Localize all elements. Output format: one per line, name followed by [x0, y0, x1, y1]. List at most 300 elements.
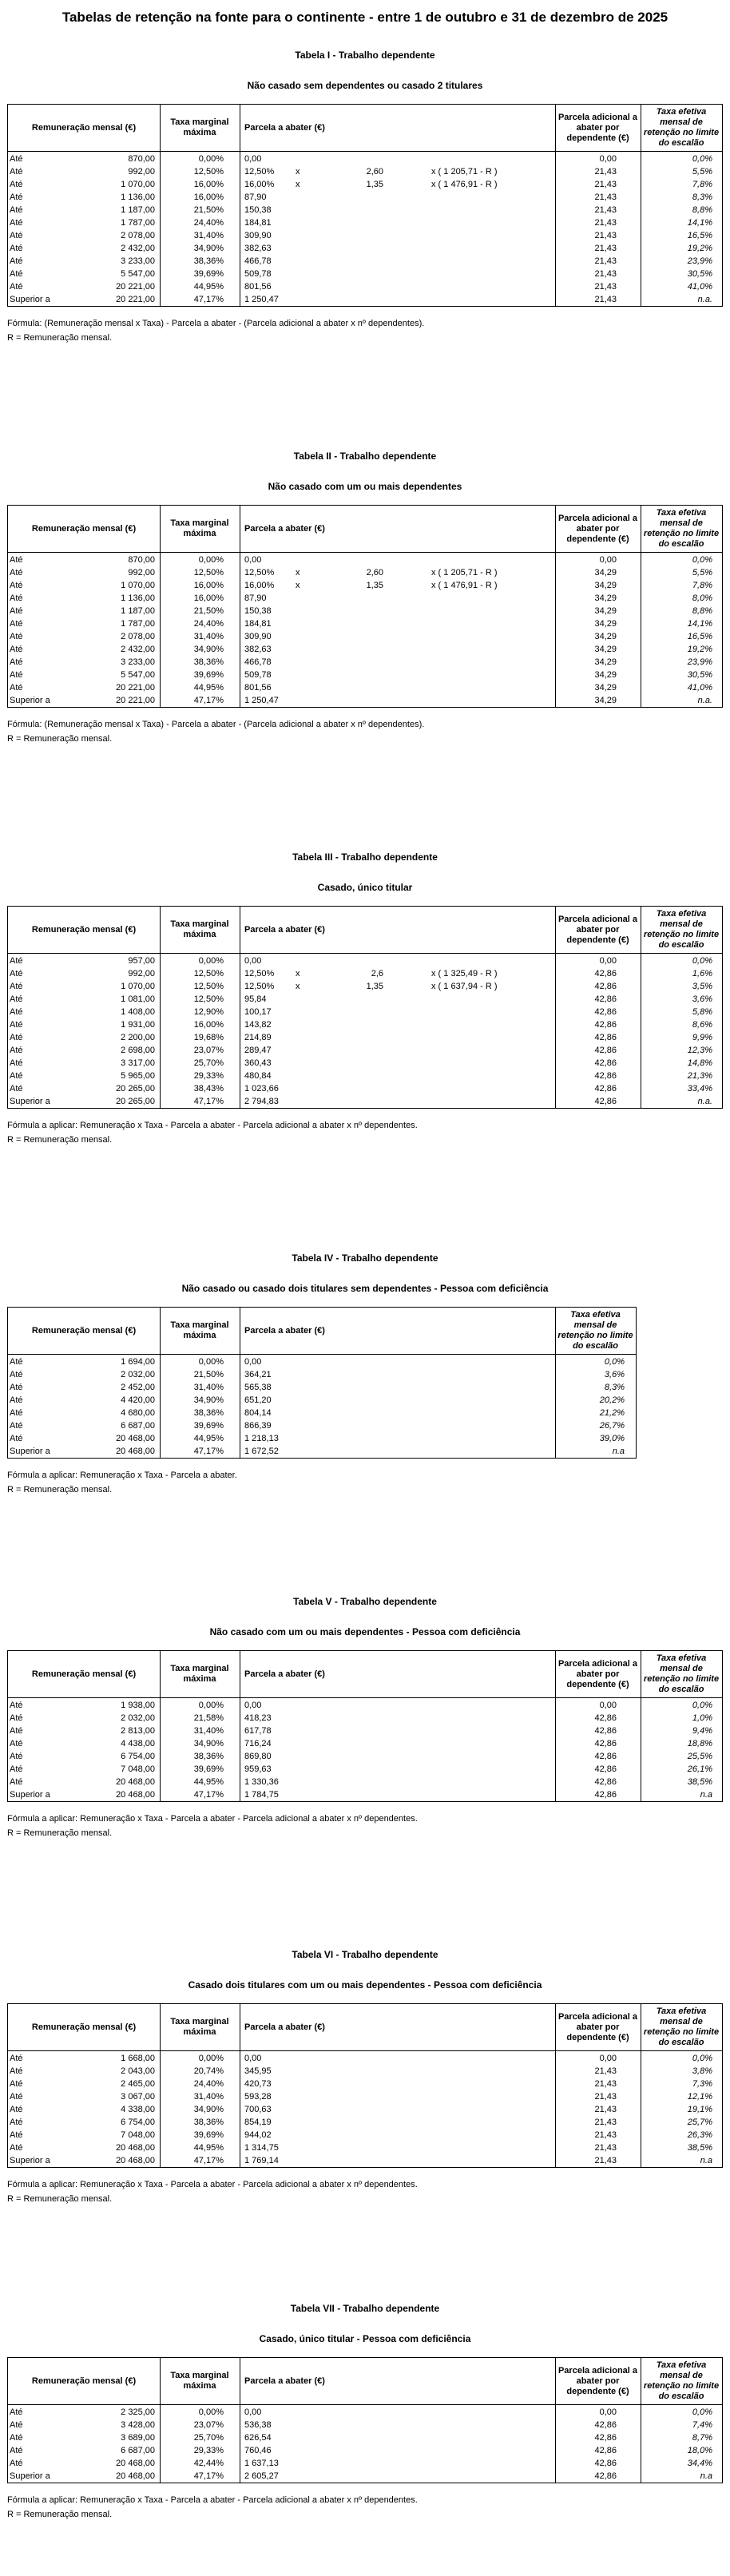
- cell-parcela: 95,84: [244, 994, 267, 1004]
- table-subtitle: Casado, único titular: [317, 882, 413, 893]
- cell-limit-type: Até: [10, 670, 23, 680]
- cell-limit-type: Até: [10, 282, 23, 292]
- cell-taxa: 12,50%: [193, 568, 224, 578]
- cell-limit-type: Até: [10, 256, 23, 266]
- cell-taxa-efetiva: 9,9%: [692, 1033, 712, 1042]
- cell-remuneracao: 2 432,00: [121, 645, 155, 654]
- cell-adicional: 0,00: [599, 2054, 617, 2063]
- cell-parcela: 309,90: [244, 632, 272, 641]
- cell-parcela: 87,90: [244, 193, 267, 202]
- cell-parcela: 1 218,13: [244, 1434, 279, 1443]
- cell-remuneracao: 2 452,00: [121, 1383, 155, 1392]
- cell-limit-type: Até: [10, 2066, 23, 2076]
- cell-adicional: 21,43: [594, 2066, 617, 2076]
- cell-limit-type: Superior a: [10, 2471, 50, 2481]
- table-row: [8, 1407, 636, 1419]
- table-header: [8, 105, 722, 152]
- cell-parcela: 466,78: [244, 657, 272, 667]
- cell-taxa: 0,00%: [198, 555, 224, 565]
- cell-remuneracao: 2 465,00: [121, 2079, 155, 2089]
- cell-adicional: 21,43: [594, 244, 617, 253]
- cell-adicional: 42,86: [594, 2446, 617, 2455]
- cell-taxa-efetiva: 0,0%: [692, 555, 712, 565]
- cell-taxa-efetiva: 25,5%: [687, 1752, 712, 1761]
- table-header: [8, 907, 722, 954]
- header-taxa-marginal: Taxa marginal máxima: [170, 518, 229, 538]
- cell-taxa-efetiva: 3,6%: [604, 1370, 625, 1379]
- table-row: [8, 229, 722, 242]
- cell-remuneracao: 1 938,00: [121, 1701, 155, 1710]
- cell-taxa: 0,00%: [198, 2407, 224, 2417]
- cell-parcela: 536,38: [244, 2420, 272, 2430]
- cell-limit-type: Até: [10, 593, 23, 603]
- cell-remuneracao: 992,00: [128, 969, 155, 978]
- table-row: [8, 1018, 722, 1031]
- table-row: [8, 1082, 722, 1095]
- table-row: [8, 1419, 636, 1432]
- cell-taxa-efetiva: 7,8%: [692, 180, 712, 189]
- cell-taxa-efetiva: 1,6%: [692, 969, 712, 978]
- cell-adicional: 42,86: [594, 1726, 617, 1736]
- cell-limit-type: Até: [10, 2433, 23, 2443]
- cell-parcela: 16,00%: [244, 180, 275, 189]
- cell-taxa-efetiva: 0,0%: [604, 1357, 625, 1367]
- cell-adicional: 42,86: [594, 1790, 617, 1800]
- cell-remuneracao: 1 787,00: [121, 218, 155, 228]
- cell-parcela: 16,00%: [244, 581, 275, 590]
- cell-parcela: 1 023,66: [244, 1084, 279, 1094]
- cell-remuneracao: 2 432,00: [121, 244, 155, 253]
- cell-parcela: 700,63: [244, 2105, 272, 2114]
- cell-limit-type: Até: [10, 2092, 23, 2102]
- cell-taxa-efetiva: 1,0%: [692, 1713, 712, 1723]
- cell-remuneracao: 992,00: [128, 568, 155, 578]
- cell-limit-type: Até: [10, 218, 23, 228]
- header-taxa-efetiva: Taxa efetiva mensal de retenção no limite do escalão: [643, 508, 720, 549]
- cell-taxa-efetiva: n.a: [700, 1790, 712, 1800]
- cell-parcela: 480,84: [244, 1071, 272, 1081]
- formula-note: Fórmula a aplicar: Remuneração x Taxa - Parcela a abater - Parcela adicional a abater x nº dependentes.: [7, 2495, 418, 2505]
- cell-taxa: 38,36%: [193, 657, 224, 667]
- cell-parcela: 0,00: [244, 2407, 262, 2417]
- table-subtitle: Casado, único titular - Pessoa com deficiência: [259, 2333, 471, 2344]
- cell-adicional: 34,29: [594, 619, 617, 629]
- cell-remuneracao: 1 187,00: [121, 606, 155, 616]
- cell-parcela: 184,81: [244, 218, 272, 228]
- cell-parcela-op: x: [296, 180, 300, 189]
- cell-limit-type: Até: [10, 1084, 23, 1094]
- cell-taxa-efetiva: 14,1%: [687, 218, 712, 228]
- cell-limit-type: Até: [10, 2054, 23, 2063]
- formula-note: R = Remuneração mensal.: [7, 1485, 113, 1494]
- cell-adicional: 21,43: [594, 2118, 617, 2127]
- cell-adicional: 34,29: [594, 568, 617, 578]
- cell-limit-type: Até: [10, 1007, 23, 1017]
- cell-taxa: 34,90%: [193, 645, 224, 654]
- retention-table: [7, 1650, 723, 1802]
- table-row: [8, 1368, 636, 1381]
- formula-note: R = Remuneração mensal.: [7, 2510, 113, 2519]
- cell-parcela: 143,82: [244, 1020, 272, 1030]
- table-row: [8, 2052, 722, 2065]
- cell-taxa-efetiva: 5,5%: [692, 167, 712, 177]
- cell-parcela: 1 769,14: [244, 2156, 279, 2165]
- cell-taxa-efetiva: 5,8%: [692, 1007, 712, 1017]
- cell-remuneracao: 6 754,00: [121, 1752, 155, 1761]
- table-row: [8, 2129, 722, 2141]
- cell-taxa: 42,44%: [193, 2459, 224, 2468]
- cell-remuneracao: 870,00: [128, 555, 155, 565]
- header-parcela-adicional: Parcela adicional a abater por dependente (€): [557, 2365, 638, 2396]
- cell-remuneracao: 20 468,00: [116, 1447, 155, 1456]
- header-parcela-adicional: Parcela adicional a abater por dependente (€): [557, 513, 638, 544]
- table-row: [8, 2457, 722, 2470]
- cell-remuneracao: 1 668,00: [121, 2054, 155, 2063]
- cell-parcela: 0,00: [244, 2054, 262, 2063]
- cell-remuneracao: 20 468,00: [116, 2471, 155, 2481]
- cell-parcela: 466,78: [244, 256, 272, 266]
- retention-table: [7, 2003, 723, 2168]
- table-row: [8, 1712, 722, 1725]
- cell-taxa-efetiva: 9,4%: [692, 1726, 712, 1736]
- cell-limit-type: Até: [10, 1764, 23, 1774]
- header-parcela-abater: Parcela a abater (€): [244, 924, 325, 935]
- cell-adicional: 21,43: [594, 295, 617, 304]
- cell-taxa: 34,90%: [193, 244, 224, 253]
- cell-remuneracao: 1 787,00: [121, 619, 155, 629]
- cell-remuneracao: 1 694,00: [121, 1357, 155, 1367]
- cell-parcela: 1 637,13: [244, 2459, 279, 2468]
- table-title: Tabela I - Trabalho dependente: [295, 50, 435, 61]
- cell-taxa: 23,07%: [193, 1046, 224, 1055]
- cell-remuneracao: 7 048,00: [121, 1764, 155, 1774]
- cell-limit-type: Até: [10, 269, 23, 279]
- cell-taxa: 47,17%: [193, 1790, 224, 1800]
- cell-taxa: 21,50%: [193, 1370, 224, 1379]
- cell-taxa-efetiva: 7,8%: [692, 581, 712, 590]
- cell-taxa: 39,69%: [193, 1421, 224, 1431]
- cell-taxa: 21,50%: [193, 205, 224, 215]
- table-row: [8, 1445, 636, 1458]
- cell-adicional: 34,29: [594, 606, 617, 616]
- cell-taxa-efetiva: 25,7%: [687, 2118, 712, 2127]
- header-taxa-efetiva: Taxa efetiva mensal de retenção no limite do escalão: [643, 2360, 720, 2401]
- cell-parcela-formula: x ( 1 205,71 - R ): [431, 167, 498, 177]
- cell-taxa-efetiva: n.a.: [697, 1097, 712, 1106]
- cell-taxa: 39,69%: [193, 1764, 224, 1774]
- table-row: [8, 694, 722, 707]
- cell-adicional: 42,86: [594, 1097, 617, 1106]
- cell-adicional: 34,29: [594, 670, 617, 680]
- cell-remuneracao: 7 048,00: [121, 2130, 155, 2140]
- cell-taxa-efetiva: 0,0%: [692, 1701, 712, 1710]
- cell-taxa-efetiva: 41,0%: [687, 282, 712, 292]
- cell-parcela: 0,00: [244, 555, 262, 565]
- cell-adicional: 42,86: [594, 1046, 617, 1055]
- table-row: [8, 178, 722, 191]
- cell-taxa: 47,17%: [193, 696, 224, 705]
- table-row: [8, 2065, 722, 2078]
- cell-parcela: 12,50%: [244, 982, 275, 991]
- formula-note: Fórmula a aplicar: Remuneração x Taxa - Parcela a abater - Parcela adicional a abater x nº dependentes.: [7, 2180, 418, 2189]
- header-remuneracao: Remuneração mensal (€): [31, 2022, 137, 2032]
- cell-limit-type: Até: [10, 2407, 23, 2417]
- cell-taxa-efetiva: 30,5%: [687, 670, 712, 680]
- table-title: Tabela VII - Trabalho dependente: [290, 2303, 440, 2314]
- cell-remuneracao: 2 078,00: [121, 231, 155, 240]
- cell-adicional: 21,43: [594, 218, 617, 228]
- cell-parcela: 1 250,47: [244, 696, 279, 705]
- table-row: [8, 1763, 722, 1776]
- header-parcela-abater: Parcela a abater (€): [244, 1669, 325, 1679]
- cell-limit-type: Até: [10, 1046, 23, 1055]
- cell-parcela: 12,50%: [244, 969, 275, 978]
- table-row: [8, 1355, 636, 1368]
- cell-parcela: 100,17: [244, 1007, 272, 1017]
- cell-parcela-formula: x ( 1 476,91 - R ): [431, 581, 498, 590]
- cell-adicional: 34,29: [594, 696, 617, 705]
- cell-limit-type: Até: [10, 1421, 23, 1431]
- cell-limit-type: Até: [10, 2105, 23, 2114]
- cell-taxa: 0,00%: [198, 956, 224, 966]
- header-remuneracao: Remuneração mensal (€): [31, 122, 137, 133]
- cell-taxa: 21,50%: [193, 606, 224, 616]
- header-taxa-marginal: Taxa marginal máxima: [170, 2371, 229, 2391]
- cell-parcela: 1 314,75: [244, 2143, 279, 2153]
- header-taxa-efetiva: Taxa efetiva mensal de retenção no limite do escalão: [643, 1653, 720, 1694]
- cell-limit-type: Até: [10, 1058, 23, 1068]
- cell-limit-type: Até: [10, 956, 23, 966]
- cell-taxa-efetiva: 0,0%: [692, 154, 712, 164]
- cell-remuneracao: 4 338,00: [121, 2105, 155, 2114]
- table-row: [8, 2078, 722, 2090]
- header-taxa-marginal: Taxa marginal máxima: [170, 2017, 229, 2037]
- cell-parcela: 716,24: [244, 1739, 272, 1748]
- table-row: [8, 153, 722, 165]
- cell-parcela: 1 250,47: [244, 295, 279, 304]
- table-row: [8, 1031, 722, 1044]
- cell-taxa-efetiva: 18,8%: [687, 1739, 712, 1748]
- cell-taxa-efetiva: 0,0%: [692, 2407, 712, 2417]
- cell-adicional: 42,86: [594, 1739, 617, 1748]
- cell-taxa-efetiva: 7,3%: [692, 2079, 712, 2089]
- cell-taxa: 19,68%: [193, 1033, 224, 1042]
- cell-remuneracao: 1 408,00: [121, 1007, 155, 1017]
- table-row: [8, 1394, 636, 1407]
- cell-limit-type: Até: [10, 657, 23, 667]
- cell-adicional: 42,86: [594, 1084, 617, 1094]
- header-parcela-abater: Parcela a abater (€): [244, 1325, 325, 1336]
- cell-remuneracao: 1 070,00: [121, 982, 155, 991]
- table-subtitle: Não casado com um ou mais dependentes - Pessoa com deficiência: [209, 1626, 521, 1637]
- cell-parcela: 0,00: [244, 956, 262, 966]
- cell-limit-type: Até: [10, 2459, 23, 2468]
- cell-parcela: 1 330,36: [244, 1777, 279, 1787]
- cell-parcela: 1 784,75: [244, 1790, 279, 1800]
- cell-parcela-factor: 2,60: [366, 167, 383, 177]
- cell-parcela: 593,28: [244, 2092, 272, 2102]
- cell-taxa: 25,70%: [193, 1058, 224, 1068]
- cell-taxa-efetiva: 19,1%: [687, 2105, 712, 2114]
- cell-adicional: 34,29: [594, 683, 617, 693]
- header-parcela-adicional: Parcela adicional a abater por dependente (€): [557, 112, 638, 143]
- cell-parcela: 944,02: [244, 2130, 272, 2140]
- cell-taxa-efetiva: 0,0%: [692, 2054, 712, 2063]
- cell-limit-type: Até: [10, 2420, 23, 2430]
- table-title: Tabela III - Trabalho dependente: [292, 851, 438, 863]
- cell-adicional: 42,86: [594, 1007, 617, 1017]
- header-remuneracao: Remuneração mensal (€): [31, 924, 137, 935]
- cell-remuneracao: 5 547,00: [121, 269, 155, 279]
- table-row: [8, 566, 722, 579]
- cell-limit-type: Superior a: [10, 2156, 50, 2165]
- retention-table: [7, 2357, 723, 2483]
- cell-limit-type: Até: [10, 1752, 23, 1761]
- cell-taxa-efetiva: n.a: [612, 1447, 625, 1456]
- cell-taxa: 38,36%: [193, 1752, 224, 1761]
- cell-taxa: 31,40%: [193, 632, 224, 641]
- header-taxa-efetiva: Taxa efetiva mensal de retenção no limite do escalão: [643, 909, 720, 950]
- table-title: Tabela IV - Trabalho dependente: [292, 1252, 438, 1264]
- cell-parcela-formula: x ( 1 637,94 - R ): [431, 982, 498, 991]
- cell-taxa: 12,50%: [193, 969, 224, 978]
- cell-adicional: 21,43: [594, 231, 617, 240]
- cell-taxa: 44,95%: [193, 282, 224, 292]
- cell-parcela-formula: x ( 1 476,91 - R ): [431, 180, 498, 189]
- table-row: [8, 967, 722, 980]
- table-row: [8, 993, 722, 1006]
- cell-taxa-efetiva: 26,3%: [687, 2130, 712, 2140]
- cell-parcela: 184,81: [244, 619, 272, 629]
- cell-adicional: 34,29: [594, 657, 617, 667]
- cell-taxa-efetiva: 3,5%: [692, 982, 712, 991]
- cell-limit-type: Até: [10, 555, 23, 565]
- cell-remuneracao: 1 187,00: [121, 205, 155, 215]
- cell-limit-type: Até: [10, 1071, 23, 1081]
- table-header: [8, 1308, 636, 1355]
- cell-limit-type: Até: [10, 2130, 23, 2140]
- cell-taxa-efetiva: 16,5%: [687, 632, 712, 641]
- cell-taxa: 24,40%: [193, 218, 224, 228]
- cell-remuneracao: 2 043,00: [121, 2066, 155, 2076]
- header-taxa-marginal: Taxa marginal máxima: [170, 1320, 229, 1340]
- cell-parcela: 0,00: [244, 154, 262, 164]
- cell-limit-type: Até: [10, 994, 23, 1004]
- cell-adicional: 42,86: [594, 2459, 617, 2468]
- table-row: [8, 2431, 722, 2444]
- table-row: [8, 293, 722, 306]
- cell-adicional: 42,86: [594, 1777, 617, 1787]
- cell-remuneracao: 2 200,00: [121, 1033, 155, 1042]
- cell-taxa: 0,00%: [198, 2054, 224, 2063]
- cell-adicional: 42,86: [594, 994, 617, 1004]
- cell-limit-type: Até: [10, 1357, 23, 1367]
- cell-parcela: 760,46: [244, 2446, 272, 2455]
- cell-remuneracao: 6 687,00: [121, 1421, 155, 1431]
- table-subtitle: Não casado com um ou mais dependentes: [268, 481, 462, 492]
- cell-taxa: 44,95%: [193, 683, 224, 693]
- cell-adicional: 21,43: [594, 282, 617, 292]
- cell-taxa: 38,43%: [193, 1084, 224, 1094]
- cell-limit-type: Até: [10, 1370, 23, 1379]
- cell-remuneracao: 20 221,00: [116, 696, 155, 705]
- cell-limit-type: Superior a: [10, 1097, 50, 1106]
- table-row: [8, 630, 722, 643]
- cell-parcela: 12,50%: [244, 568, 275, 578]
- cell-taxa-efetiva: 20,2%: [599, 1395, 625, 1405]
- table-row: [8, 1776, 722, 1788]
- table-header: [8, 2004, 722, 2051]
- table-row: [8, 242, 722, 255]
- cell-limit-type: Até: [10, 619, 23, 629]
- cell-limit-type: Até: [10, 1726, 23, 1736]
- cell-taxa-efetiva: 21,3%: [687, 1071, 712, 1081]
- table-row: [8, 2090, 722, 2103]
- cell-taxa: 47,17%: [193, 2471, 224, 2481]
- cell-limit-type: Até: [10, 1020, 23, 1030]
- cell-remuneracao: 2 078,00: [121, 632, 155, 641]
- formula-note: Fórmula: (Remuneração mensal x Taxa) - Parcela a abater - (Parcela adicional a abater x nº dependentes).: [7, 720, 425, 729]
- cell-limit-type: Até: [10, 1383, 23, 1392]
- cell-limit-type: Até: [10, 167, 23, 177]
- cell-taxa-efetiva: 8,0%: [692, 593, 712, 603]
- cell-taxa: 20,74%: [193, 2066, 224, 2076]
- table-header: [8, 2358, 722, 2405]
- cell-taxa: 38,36%: [193, 1408, 224, 1418]
- cell-taxa-efetiva: 41,0%: [687, 683, 712, 693]
- cell-parcela: 420,73: [244, 2079, 272, 2089]
- cell-remuneracao: 2 813,00: [121, 1726, 155, 1736]
- cell-taxa: 31,40%: [193, 231, 224, 240]
- cell-taxa: 12,50%: [193, 994, 224, 1004]
- cell-adicional: 42,86: [594, 969, 617, 978]
- table-row: [8, 2141, 722, 2154]
- cell-remuneracao: 3 233,00: [121, 256, 155, 266]
- cell-parcela: 866,39: [244, 1421, 272, 1431]
- table-row: [8, 669, 722, 681]
- cell-parcela: 87,90: [244, 593, 267, 603]
- cell-taxa: 47,17%: [193, 1097, 224, 1106]
- table-row: [8, 1432, 636, 1445]
- cell-limit-type: Até: [10, 1033, 23, 1042]
- cell-remuneracao: 20 468,00: [116, 2156, 155, 2165]
- formula-note: R = Remuneração mensal.: [7, 2194, 113, 2204]
- cell-remuneracao: 1 081,00: [121, 994, 155, 1004]
- cell-taxa-efetiva: 12,1%: [687, 2092, 712, 2102]
- cell-parcela: 854,19: [244, 2118, 272, 2127]
- table-row: [8, 268, 722, 280]
- cell-parcela: 12,50%: [244, 167, 275, 177]
- cell-adicional: 21,43: [594, 2143, 617, 2153]
- cell-remuneracao: 2 325,00: [121, 2407, 155, 2417]
- header-parcela-abater: Parcela a abater (€): [244, 523, 325, 534]
- cell-parcela-formula: x ( 1 205,71 - R ): [431, 568, 498, 578]
- table-header: [8, 506, 722, 553]
- cell-taxa: 34,90%: [193, 1395, 224, 1405]
- table-row: [8, 1057, 722, 1070]
- table-row: [8, 216, 722, 229]
- cell-limit-type: Até: [10, 568, 23, 578]
- cell-parcela: 565,38: [244, 1383, 272, 1392]
- table-row: [8, 1699, 722, 1712]
- cell-adicional: 0,00: [599, 1701, 617, 1710]
- table-row: [8, 2419, 722, 2431]
- formula-note: R = Remuneração mensal.: [7, 333, 113, 343]
- cell-adicional: 42,86: [594, 1020, 617, 1030]
- cell-taxa-efetiva: 8,6%: [692, 1020, 712, 1030]
- cell-parcela-op: x: [296, 969, 300, 978]
- formula-note: Fórmula a aplicar: Remuneração x Taxa - Parcela a abater - Parcela adicional a abater x nº dependentes.: [7, 1121, 418, 1130]
